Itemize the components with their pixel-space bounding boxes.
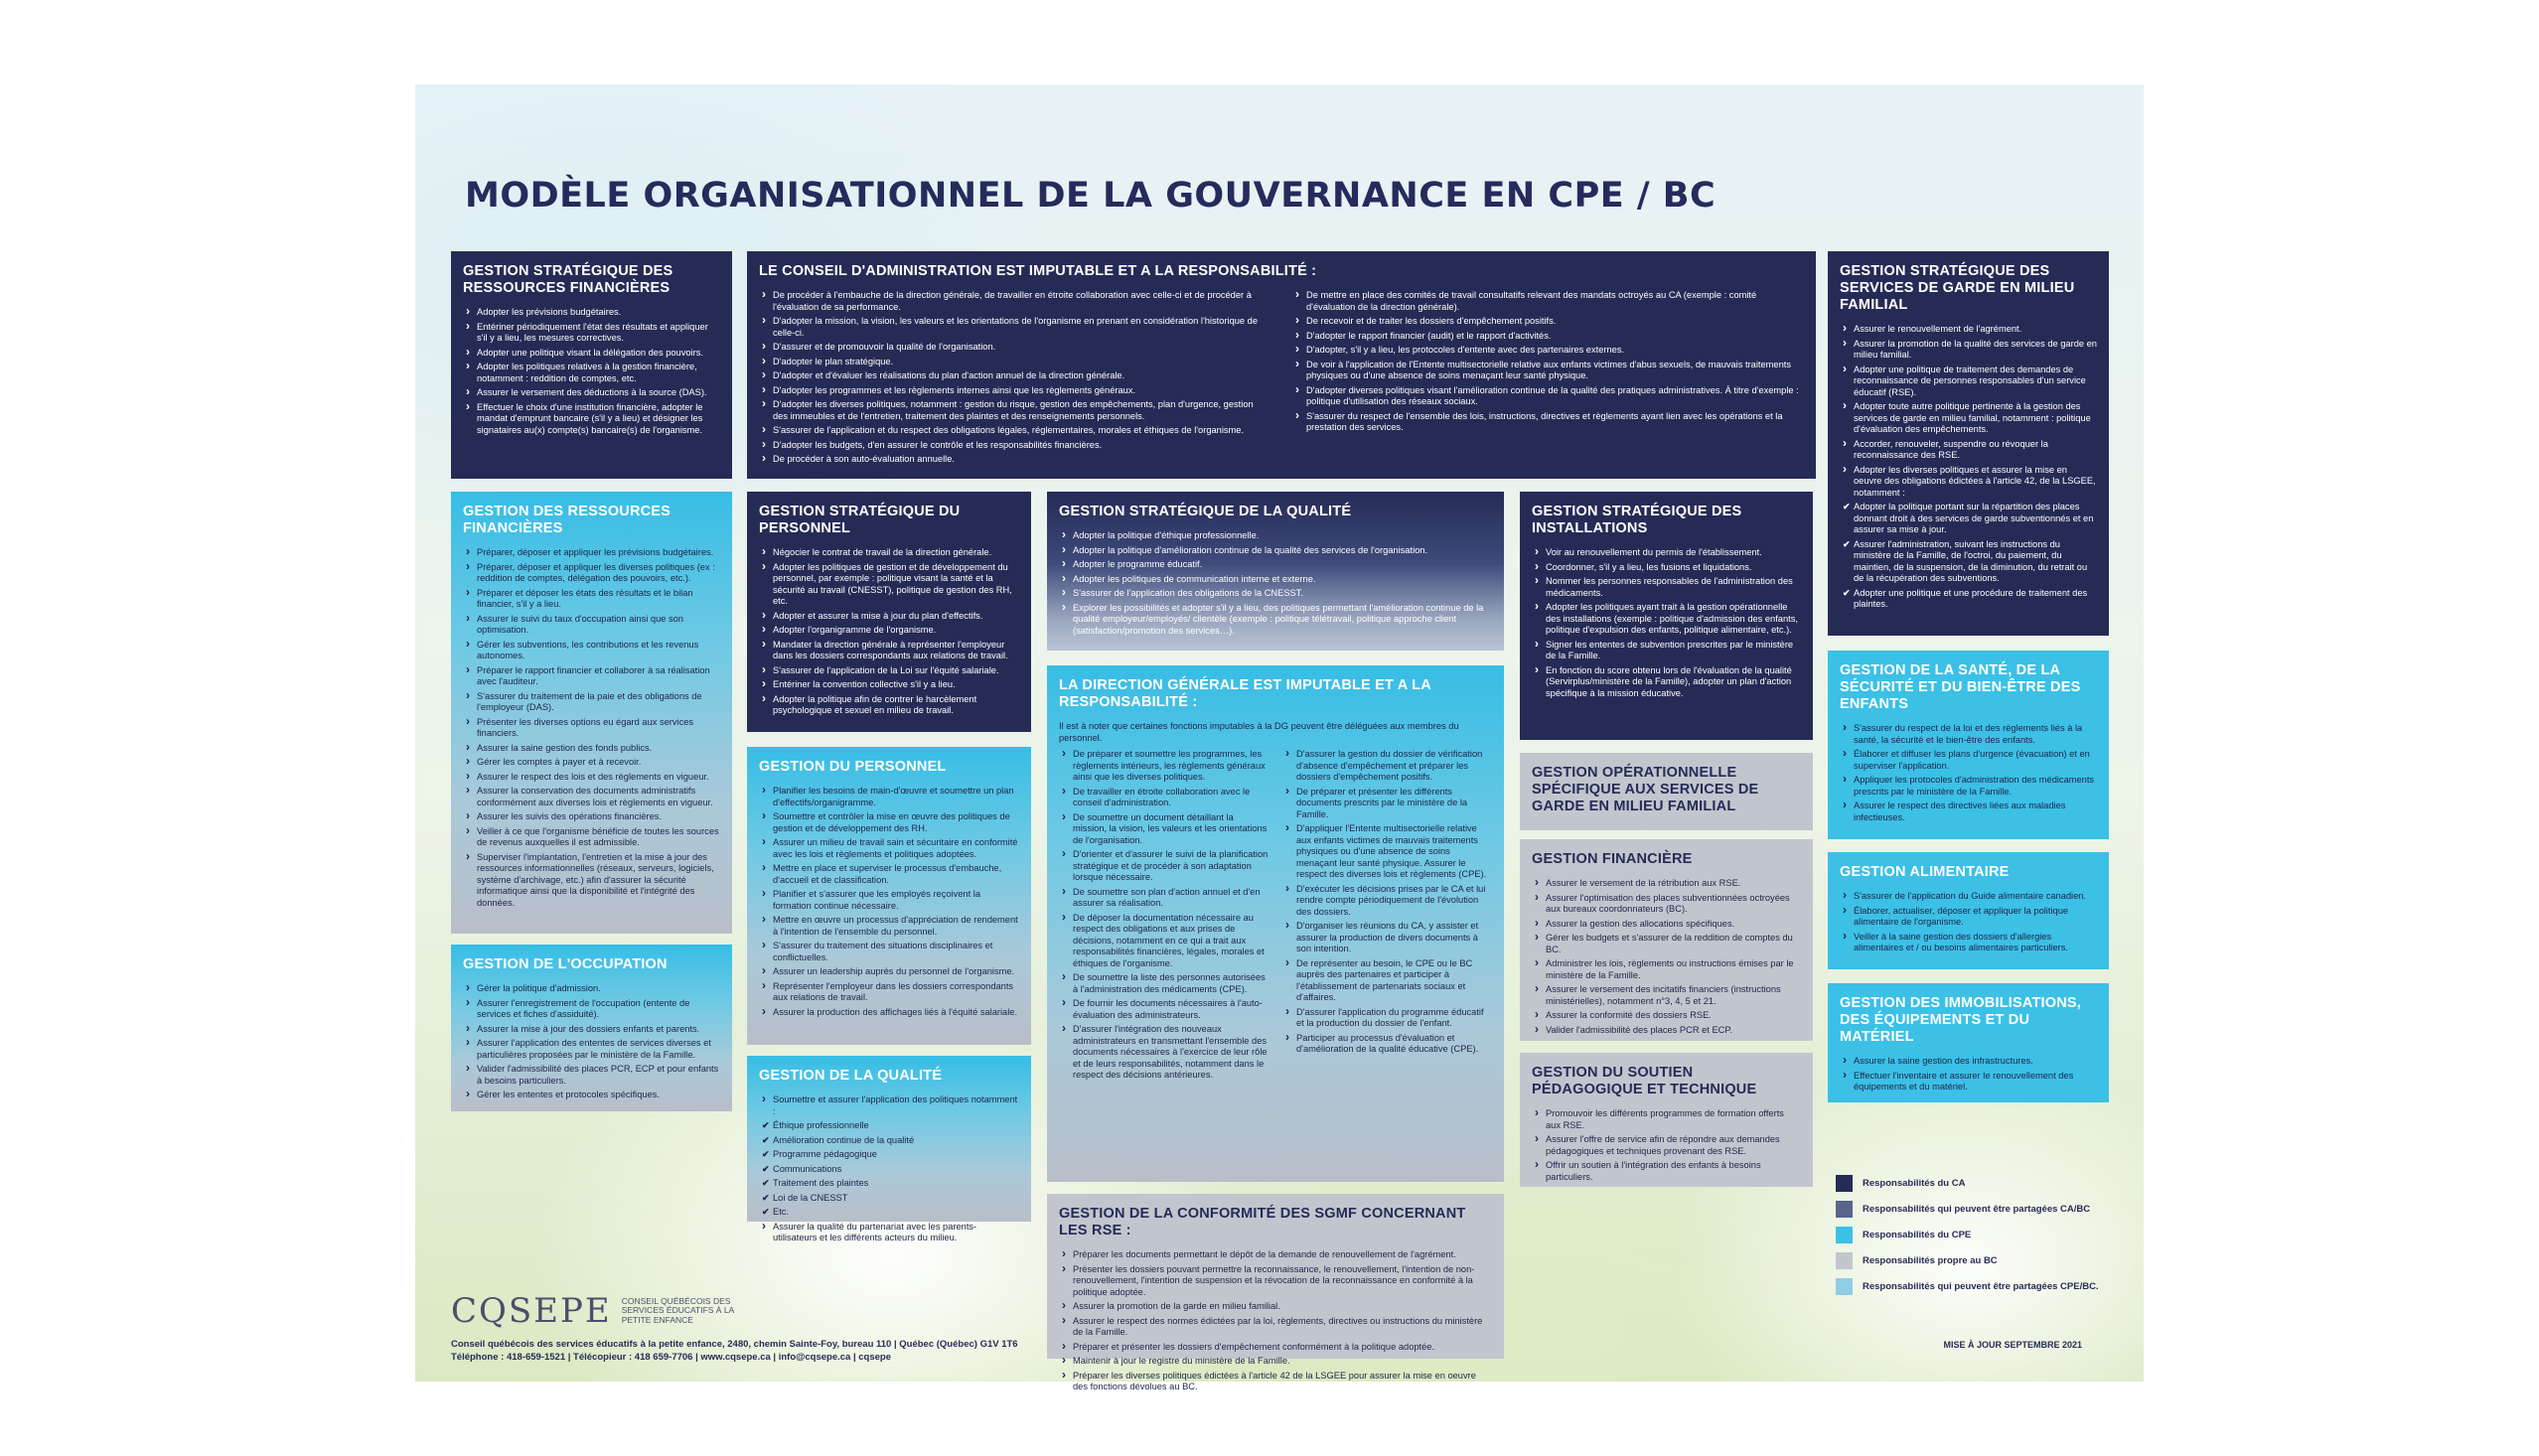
list-item: › Superviser l'implantation, l'entretien et la mise à jour des ressources informationnelles (réseaux, serveurs, logiciels, système d'archivage, etc.) afin d'assurer la sécurité informatique ainsi que la disponibilité et l'intégrité des données. bbox=[463, 852, 720, 910]
list-item: › D'adopter, s'il y a lieu, les protocoles d'entente avec des partenaires externes. bbox=[1292, 345, 1804, 357]
item-list bbox=[463, 307, 720, 436]
item-list bbox=[1532, 878, 1801, 1036]
list-item: › De voir à l'application de l'Entente multisectorielle relative aux enfants victimes d'abus sexuels, de mauvais traitements physiques ou d'une absence de soins menaçant leur santé physique. bbox=[1292, 360, 1804, 382]
list-item: › Adopter l'organigramme de l'organisme. bbox=[759, 625, 1019, 637]
box-title: GESTION DE LA SANTÉ, DE LA SÉCURITÉ ET DU BIEN-ÊTRE DES ENFANTS bbox=[1840, 662, 2081, 712]
list-item: › Valider l'admissibilité des places PCR, ECP et pour enfants à besoins particuliers. bbox=[463, 1064, 720, 1087]
list-item: › Assurer le renouvellement de l'agrément. bbox=[1840, 324, 2097, 336]
list-item: › D'adopter et d'évaluer les réalisations du plan d'action annuel de la direction générale. bbox=[759, 370, 1270, 382]
list-item: › D'adopter les diverses politiques, notamment : gestion du risque, gestion des empêchements, plan d'urgence, gestion des immeubles et de l'entretien, traitement des plaintes et des renseignements personnels. bbox=[759, 399, 1270, 422]
list-item: › De fournir les documents nécessaires à l'auto-évaluation des administrateurs. bbox=[1059, 998, 1269, 1021]
list-item: › De recevoir et de traiter les dossiers d'empêchement positifs. bbox=[1292, 316, 1804, 328]
list-item: › Assurer le versement des incitatifs financiers (instructions ministérielles), notamment n°3, 4, 5 et 21. bbox=[1532, 984, 1801, 1007]
box-conseil-administration bbox=[747, 251, 1816, 479]
list-item: › Assurer les suivis des opérations financières. bbox=[463, 811, 720, 823]
list-item: › S'assurer du traitement de la paie et des obligations de l'employeur (DAS). bbox=[463, 691, 720, 714]
item-list bbox=[759, 786, 1019, 1018]
list-item: › Assurer un leadership auprès du personnel de l'organisme. bbox=[759, 966, 1019, 978]
box-gestion-soutien-pedagogique bbox=[1520, 1053, 1813, 1187]
list-item: ✔ Adopter la politique portant sur la répartition des places donnant droit à des services de garde subventionnés et en assurer sa mise à jour. bbox=[1840, 502, 2097, 536]
list-item: › Gérer les budgets et s'assurer de la reddition de comptes du BC. bbox=[1532, 933, 1801, 955]
list-item: › Adopter les prévisions budgétaires. bbox=[463, 307, 720, 319]
box-gestion-immobilisations bbox=[1828, 983, 2109, 1102]
list-item: ✔ Assurer l'administration, suivant les instructions du ministère de la Famille, de l'octroi, du paiement, du maintien, de la suspension, de la diminution, du retrait ou de la récupération des subventions. bbox=[1840, 539, 2097, 585]
box-title: GESTION STRATÉGIQUE DU PERSONNEL bbox=[759, 504, 961, 536]
item-list bbox=[1840, 1056, 2097, 1093]
list-item: › Assurer la saine gestion des infrastructures. bbox=[1840, 1056, 2097, 1068]
list-item: › De soumettre son plan d'action annuel et d'en assurer sa réalisation. bbox=[1059, 887, 1269, 910]
list-item: › Voir au renouvellement du permis de l'établissement. bbox=[1532, 547, 1801, 559]
list-item: › Soumettre et assurer l'application des politiques notamment : bbox=[759, 1094, 1019, 1117]
box-title: GESTION STRATÉGIQUE DE LA QUALITÉ bbox=[1059, 504, 1352, 519]
list-item: › S'assurer de l'application du Guide alimentaire canadien. bbox=[1840, 891, 2097, 903]
list-item: › Assurer la mise à jour des dossiers enfants et parents. bbox=[463, 1024, 720, 1036]
list-item: › Préparer les diverses politiques édictées à l'article 42 de la LSGEE pour assurer la mise en oeuvre des fonctions dévolues au BC. bbox=[1059, 1371, 1492, 1393]
poster bbox=[415, 84, 2144, 1391]
list-item: › Adopter une politique visant la délégation des pouvoirs. bbox=[463, 348, 720, 360]
box-gestion-qualite bbox=[747, 1056, 1031, 1242]
list-item: › Mettre en place et superviser le processus d'embauche, d'accueil et de classification. bbox=[759, 863, 1019, 886]
list-item: › Adopter les politiques ayant trait à la gestion opérationnelle des installations (exemple : politique d'admission des enfants, politique d'expulsion des enfants, politique alimentaire, etc.). bbox=[1532, 602, 1801, 637]
list-item: ✔ Adopter une politique et une procédure de traitement des plaintes. bbox=[1840, 588, 2097, 611]
list-item: › Assurer le suivi du taux d'occupation ainsi que son optimisation. bbox=[463, 614, 720, 637]
list-item: ✔ Traitement des plaintes bbox=[759, 1178, 1019, 1190]
item-list-left bbox=[1059, 749, 1269, 1085]
box-gestion-strategique-installations bbox=[1520, 492, 1813, 740]
legend-item bbox=[1836, 1252, 2099, 1269]
list-item: › Coordonner, s'il y a lieu, les fusions et liquidations. bbox=[1532, 562, 1801, 574]
box-title: GESTION DE L'OCCUPATION bbox=[463, 956, 668, 972]
box-gestion-operationnelle-milieu-familial bbox=[1520, 753, 1813, 830]
legend-item bbox=[1836, 1227, 2099, 1243]
list-item: › D'adopter diverses politiques visant l'amélioration continue de la qualité des pratiques administratives. À titre d'exemple : politique d'utilisation des réseaux sociaux. bbox=[1292, 385, 1804, 408]
list-item: › Adopter les politiques de communication interne et externe. bbox=[1059, 574, 1492, 586]
legend-swatch bbox=[1836, 1227, 1853, 1243]
list-item: › D'exécuter les décisions prises par le CA et lui rendre compte périodiquement de l'évolution des dossiers. bbox=[1282, 884, 1492, 919]
list-item: › De travailler en étroite collaboration avec le conseil d'administration. bbox=[1059, 787, 1269, 809]
legend-swatch bbox=[1836, 1252, 1853, 1269]
box-gestion-strategique-personnel bbox=[747, 492, 1031, 732]
list-item: › Élaborer, actualiser, déposer et appliquer la politique alimentaire de l'organisme. bbox=[1840, 906, 2097, 929]
list-item: › S'assurer de l'application de la Loi sur l'équité salariale. bbox=[759, 665, 1019, 677]
footer-address: Conseil québécois des services éducatifs à la petite enfance, 2480, chemin Sainte-Foy, bureau 110 | Québec (Québec) G1V 1T6 bbox=[451, 1339, 1018, 1350]
list-item: › Présenter les diverses options eu égard aux services financiers. bbox=[463, 717, 720, 740]
list-item: ✔ Etc. bbox=[759, 1207, 1019, 1219]
list-item: › De préparer et soumettre les programmes, les règlements intérieurs, les règlements généraux ainsi que les diverses politiques. bbox=[1059, 749, 1269, 784]
box-title: GESTION OPÉRATIONNELLE SPÉCIFIQUE AUX SERVICES DE GARDE EN MILIEU FAMILIAL bbox=[1532, 765, 1759, 814]
footer-phone: Téléphone : 418-659-1521 | Télécopieur : 418 659-7706 | www.cqsepe.ca | info@cqsepe.ca | cqsepe bbox=[451, 1352, 892, 1363]
item-list bbox=[759, 1094, 1019, 1244]
list-item: › Représenter l'employeur dans les dossiers correspondants aux relations de travail. bbox=[759, 981, 1019, 1004]
list-item: › Planifier les besoins de main-d'œuvre et soumettre un plan d'effectifs/organigramme. bbox=[759, 786, 1019, 808]
list-item: › Assurer le versement des déductions à la source (DAS). bbox=[463, 387, 720, 399]
list-item: › De représenter au besoin, le CPE ou le BC auprès des partenaires et participer à l'établissement de partenariats sociaux et d'affaires. bbox=[1282, 958, 1492, 1004]
list-item: › D'appliquer l'Entente multisectorielle relative aux enfants victimes de mauvais traitements physiques ou d'une absence de soins menaçant leur santé physique. Assurer le respect des diverses lois et règlements (CPE). bbox=[1282, 823, 1492, 881]
list-item: › Assurer le respect des normes édictées par la loi, règlements, directives ou instructions du ministère de la Famille. bbox=[1059, 1316, 1492, 1339]
list-item: ✔ Éthique professionnelle bbox=[759, 1120, 1019, 1132]
list-item: › De déposer la documentation nécessaire au respect des obligations et aux prises de décisions, notamment en ce qui a trait aux responsabilités financières, légales, morales et éthiques de l'organisme. bbox=[1059, 913, 1269, 970]
list-item: › Valider l'admissibilité des places PCR et ECP. bbox=[1532, 1025, 1801, 1037]
list-item: › S'assurer de l'application et du respect des obligations légales, réglementaires, morales et éthiques de l'organisme. bbox=[759, 425, 1270, 437]
box-gestion-personnel bbox=[747, 747, 1031, 1045]
list-item: › D'assurer l'intégration des nouveaux administrateurs en transmettant l'ensemble des documents nécessaires à l'exercice de leur rôle et de leurs responsabilités, notamment dans le respect des décisions antérieures. bbox=[1059, 1024, 1269, 1082]
box-gestion-alimentaire bbox=[1828, 852, 2109, 969]
list-item: › Nommer les personnes responsables de l'administration des médicaments. bbox=[1532, 576, 1801, 599]
list-item: › Accorder, renouveler, suspendre ou révoquer la reconnaissance des RSE. bbox=[1840, 439, 2097, 462]
box-title: GESTION DES RESSOURCES FINANCIÈRES bbox=[463, 504, 672, 536]
box-gestion-occupation bbox=[451, 945, 732, 1111]
list-item: › S'assurer de l'application des obligations de la CNESST. bbox=[1059, 588, 1492, 600]
list-item: › S'assurer du traitement des situations disciplinaires et conflictuelles. bbox=[759, 941, 1019, 963]
item-list bbox=[1059, 530, 1492, 637]
list-item: › Administrer les lois, règlements ou instructions émises par le ministère de la Famille. bbox=[1532, 958, 1801, 981]
box-title: GESTION ALIMENTAIRE bbox=[1840, 864, 2010, 880]
box-gestion-financiere bbox=[1520, 839, 1813, 1041]
list-item: › Assurer le respect des directives liées aux maladies infectieuses. bbox=[1840, 801, 2097, 823]
list-item: › De préparer et présenter les différents documents prescrits par le ministère de la Famille. bbox=[1282, 787, 1492, 821]
list-item: › Assurer la conservation des documents administratifs conformément aux diverses lois et règlements en vigueur. bbox=[463, 786, 720, 808]
item-list bbox=[1840, 324, 2097, 611]
item-list bbox=[1840, 891, 2097, 954]
box-title: GESTION DU SOUTIEN PÉDAGOGIQUE ET TECHNIQUE bbox=[1532, 1065, 1757, 1097]
list-item: › De soumettre un document détaillant la mission, la vision, les valeurs et les orientations de l'organisation. bbox=[1059, 812, 1269, 847]
list-item: › Assurer l'enregistrement de l'occupation (entente de services et fiches d'assiduité). bbox=[463, 998, 720, 1021]
list-item: › Préparer le rapport financier et collaborer à sa réalisation avec l'auditeur. bbox=[463, 665, 720, 688]
list-item: ✔ Loi de la CNESST bbox=[759, 1193, 1019, 1205]
list-item: › D'orienter et d'assurer le suivi de la planification stratégique et de procéder à son adaptation lorsque nécessaire. bbox=[1059, 849, 1269, 884]
box-title: LA DIRECTION GÉNÉRALE EST IMPUTABLE ET A LA RESPONSABILITÉ : bbox=[1059, 677, 1431, 710]
update-date: MISE À JOUR SEPTEMBRE 2021 bbox=[1943, 1340, 2082, 1350]
list-item: › De soumettre la liste des personnes autorisées à l'administration des médicaments (CPE). bbox=[1059, 972, 1269, 995]
list-item: › Gérer les subventions, les contributions et les revenus autonomes. bbox=[463, 640, 720, 662]
list-item: › Assurer l'optimisation des places subventionnées octroyées aux bureaux coordonnateurs (BC). bbox=[1532, 893, 1801, 916]
item-list bbox=[463, 983, 720, 1101]
list-item: › Élaborer et diffuser les plans d'urgence (évacuation) et en superviser l'application. bbox=[1840, 749, 2097, 772]
logo-tagline: CONSEIL QUÉBÉCOIS DES SERVICES ÉDUCATIFS À LA PETITE ENFANCE bbox=[621, 1295, 734, 1325]
legend-label: Responsabilités du CA bbox=[1863, 1178, 1966, 1189]
footer-contact bbox=[451, 1338, 1018, 1364]
list-item: ✔ Programme pédagogique bbox=[759, 1149, 1019, 1161]
item-list-right bbox=[1282, 749, 1492, 1085]
list-item: › Assurer le respect des lois et des règlements en vigueur. bbox=[463, 772, 720, 784]
legend-label: Responsabilités propre au BC bbox=[1863, 1255, 1998, 1266]
list-item: › D'adopter le plan stratégique. bbox=[759, 357, 1270, 368]
box-direction-generale bbox=[1047, 665, 1504, 1182]
list-item: › Assurer l'offre de service afin de répondre aux demandes pédagogiques et techniques provenant des RSE. bbox=[1532, 1134, 1801, 1157]
list-item: › Assurer la gestion des allocations spécifiques. bbox=[1532, 919, 1801, 931]
list-item: › Adopter le programme éducatif. bbox=[1059, 559, 1492, 571]
page-title: MODÈLE ORGANISATIONNEL DE LA GOUVERNANCE EN CPE / BC bbox=[465, 176, 1717, 216]
cqsepe-logo bbox=[451, 1291, 741, 1331]
list-item: › D'organiser les réunions du CA, y assister et assurer la production de divers documents à son intention. bbox=[1282, 921, 1492, 955]
logo-wordmark: CQSEPE bbox=[451, 1291, 612, 1331]
box-gestion-strategique-ressources-financieres bbox=[451, 251, 732, 479]
box-gestion-ressources-financieres bbox=[451, 492, 732, 934]
legend-item bbox=[1836, 1201, 2099, 1218]
item-list bbox=[463, 547, 720, 909]
list-item: › Effectuer l'inventaire et assurer le renouvellement des équipements et du matériel. bbox=[1840, 1071, 2097, 1093]
list-item: › S'assurer du respect de la loi et des règlements liés à la santé, la sécurité et le bien-être des enfants. bbox=[1840, 723, 2097, 746]
list-item: › Maintenir à jour le registre du ministère de la Famille. bbox=[1059, 1356, 1492, 1368]
list-item: › Assurer un milieu de travail sain et sécuritaire en conformité avec les lois et règlements et politiques adoptées. bbox=[759, 837, 1019, 860]
box-gestion-strategique-services-garde-milieu-familial bbox=[1828, 251, 2109, 636]
list-item: › Offrir un soutien à l'intégration des enfants à besoins particuliers. bbox=[1532, 1160, 1801, 1183]
list-item: › De procéder à l'embauche de la direction générale, de travailler en étroite collaboration avec celle-ci et de procéder à l'évaluation de sa performance. bbox=[759, 290, 1270, 313]
list-item: › Assurer la conformité des dossiers RSE. bbox=[1532, 1010, 1801, 1022]
box-intro: Il est à noter que certaines fonctions imputables à la DG peuvent être déléguées aux membres du personnel. bbox=[1059, 721, 1459, 743]
legend-swatch bbox=[1836, 1175, 1853, 1192]
box-gestion-conformite-sgmf bbox=[1047, 1194, 1504, 1391]
list-item: ✔ Amélioration continue de la qualité bbox=[759, 1135, 1019, 1147]
legend bbox=[1836, 1175, 2099, 1304]
box-title: GESTION STRATÉGIQUE DES SERVICES DE GARDE EN MILIEU FAMILIAL bbox=[1840, 263, 2075, 313]
list-item: › De procéder à son auto-évaluation annuelle. bbox=[759, 454, 1270, 466]
box-gestion-strategique-qualite bbox=[1047, 492, 1504, 651]
list-item: › Assurer la qualité du partenariat avec les parents-utilisateurs et les différents acteurs du milieu. bbox=[759, 1222, 1019, 1244]
list-item: › De mettre en place des comités de travail consultatifs relevant des mandats octroyés au CA (exemple : comité d'évaluation de la direction générale). bbox=[1292, 290, 1804, 313]
legend-label: Responsabilités qui peuvent être partagées CPE/BC. bbox=[1863, 1281, 2099, 1292]
list-item: › Assurer la promotion de la garde en milieu familial. bbox=[1059, 1301, 1492, 1313]
list-item: › Adopter une politique de traitement des demandes de reconnaissance de personnes responsables d'un service éducatif (RSE). bbox=[1840, 364, 2097, 399]
box-title: GESTION DES IMMOBILISATIONS, DES ÉQUIPEMENTS ET DU MATÉRIEL bbox=[1840, 995, 2081, 1045]
list-item: › Participer au processus d'évaluation et d'amélioration de la qualité éducative (CPE). bbox=[1282, 1033, 1492, 1056]
legend-item bbox=[1836, 1278, 2099, 1295]
box-title: GESTION DE LA CONFORMITÉ DES SGMF CONCERNANT LES RSE : bbox=[1059, 1206, 1466, 1238]
list-item: › Préparer les documents permettant le dépôt de la demande de renouvellement de l'agrément. bbox=[1059, 1249, 1492, 1261]
item-list bbox=[1532, 1108, 1801, 1183]
list-item: › Assurer l'application des ententes de services diverses et particulières proposées par le ministère de la Famille. bbox=[463, 1038, 720, 1061]
list-item: › D'assurer la gestion du dossier de vérification d'absence d'empêchement et préparer les dossiers d'empêchement positifs. bbox=[1282, 749, 1492, 784]
box-gestion-sante-securite-bien-etre bbox=[1828, 651, 2109, 839]
list-item: › Gérer la politique d'admission. bbox=[463, 983, 720, 995]
list-item: › Effectuer le choix d'une institution financière, adopter le mandat d'emprunt bancaire (s'il y a lieu) et désigner les signataires au(x) compte(s) bancaire(s) de l'organisme. bbox=[463, 402, 720, 437]
list-item: › Gérer les ententes et protocoles spécifiques. bbox=[463, 1090, 720, 1101]
list-item: › Signer les ententes de subvention prescrites par le ministère de la Famille. bbox=[1532, 640, 1801, 662]
list-item: › D'adopter le rapport financier (audit) et le rapport d'activités. bbox=[1292, 331, 1804, 343]
list-item: › Adopter la politique afin de contrer le harcèlement psychologique et sexuel en milieu de travail. bbox=[759, 694, 1019, 717]
list-item: › D'adopter les budgets, d'en assurer le contrôle et les responsabilités financières. bbox=[759, 440, 1270, 452]
box-title: GESTION DU PERSONNEL bbox=[759, 759, 947, 775]
item-list bbox=[1532, 547, 1801, 699]
list-item: › Assurer la saine gestion des fonds publics. bbox=[463, 743, 720, 755]
list-item: › Adopter les politiques relatives à la gestion financière, notamment : reddition de comptes, etc. bbox=[463, 362, 720, 384]
legend-item bbox=[1836, 1175, 2099, 1192]
box-title: GESTION FINANCIÈRE bbox=[1532, 851, 1693, 867]
box-title: LE CONSEIL D'ADMINISTRATION EST IMPUTABLE ET A LA RESPONSABILITÉ : bbox=[759, 263, 1317, 279]
legend-label: Responsabilités du CPE bbox=[1863, 1230, 1972, 1240]
list-item: › Soumettre et contrôler la mise en œuvre des politiques de gestion et de développement des RH. bbox=[759, 811, 1019, 834]
list-item: › D'adopter la mission, la vision, les valeurs et les orientations de l'organisme en prenant en considération l'historique de celle-ci. bbox=[759, 316, 1270, 339]
list-item: › Adopter toute autre politique pertinente à la gestion des services de garde en milieu familial, notamment : politique d'évaluation des empêchements. bbox=[1840, 401, 2097, 436]
list-item: › D'assurer et de promouvoir la qualité de l'organisation. bbox=[759, 342, 1270, 354]
list-item: › Présenter les dossiers pouvant permettre la reconnaissance, le renouvellement, l'intention de non-renouvellement, l'intention de suspension et la révocation de la reconnaissance en conformité à la politique adoptée. bbox=[1059, 1264, 1492, 1299]
legend-swatch bbox=[1836, 1278, 1853, 1295]
list-item: › En fonction du score obtenu lors de l'évaluation de la qualité (Servirplus/ministère de la Famille), adopter un plan d'action spécifique à la mission éducative. bbox=[1532, 665, 1801, 700]
legend-swatch bbox=[1836, 1201, 1853, 1218]
list-item: › Gérer les comptes à payer et à recevoir. bbox=[463, 757, 720, 769]
list-item: › Promouvoir les différents programmes de formation offerts aux RSE. bbox=[1532, 1108, 1801, 1131]
list-item: › Assurer la production des affichages liés à l'équité salariale. bbox=[759, 1007, 1019, 1019]
list-item: › D'adopter les programmes et les règlements internes ainsi que les règlements généraux. bbox=[759, 385, 1270, 397]
box-title: GESTION STRATÉGIQUE DES INSTALLATIONS bbox=[1532, 504, 1742, 536]
item-list bbox=[759, 547, 1019, 717]
item-list-left bbox=[759, 290, 1270, 469]
list-item: › Adopter et assurer la mise à jour du plan d'effectifs. bbox=[759, 611, 1019, 623]
list-item: › Veiller à ce que l'organisme bénéficie de toutes les sources de revenus auxquelles il est admissible. bbox=[463, 826, 720, 849]
list-item: › Adopter la politique d'éthique professionnelle. bbox=[1059, 530, 1492, 542]
list-item: › Adopter les politiques de gestion et de développement du personnel, par exemple : politique visant la santé et la sécurité au travail (CNESST), politique de gestion des RH, etc. bbox=[759, 562, 1019, 608]
list-item: › Préparer, déposer et appliquer les prévisions budgétaires. bbox=[463, 547, 720, 559]
box-title: GESTION DE LA QUALITÉ bbox=[759, 1068, 943, 1084]
item-list-right bbox=[1292, 290, 1804, 469]
list-item: › Adopter la politique d'amélioration continue de la qualité des services de l'organisation. bbox=[1059, 545, 1492, 557]
item-list bbox=[1059, 1249, 1492, 1393]
item-list bbox=[1840, 723, 2097, 823]
list-item: › Mettre en œuvre un processus d'appréciation de rendement à l'intention de l'ensemble du personnel. bbox=[759, 915, 1019, 938]
list-item: › Entériner périodiquement l'état des résultats et appliquer s'il y a lieu, les mesures correctives. bbox=[463, 322, 720, 345]
list-item: › Négocier le contrat de travail de la direction générale. bbox=[759, 547, 1019, 559]
legend-label: Responsabilités qui peuvent être partagées CA/BC bbox=[1863, 1204, 2091, 1215]
list-item: › Mandater la direction générale à représenter l'employeur dans les dossiers correspondants aux relations de travail. bbox=[759, 640, 1019, 662]
list-item: › Planifier et s'assurer que les employés reçoivent la formation continue nécessaire. bbox=[759, 889, 1019, 912]
list-item: › Explorer les possibilités et adopter s'il y a lieu, des politiques permettant l'amélioration continue de la qualité employeur/employés/ clientèle (exemple : politique télétravail, politique approche client (satisfaction/promotion des services…). bbox=[1059, 603, 1492, 638]
list-item: › Veiller à la saine gestion des dossiers d'allergies alimentaires et / ou besoins alimentaires particuliers. bbox=[1840, 932, 2097, 954]
list-item: › Préparer, déposer et appliquer les diverses politiques (ex : reddition de comptes, délégation des pouvoirs, etc.). bbox=[463, 562, 720, 585]
list-item: › D'assurer l'application du programme éducatif et la production du dossier de l'enfant. bbox=[1282, 1007, 1492, 1030]
list-item: › Assurer le versement de la rétribution aux RSE. bbox=[1532, 878, 1801, 890]
list-item: › Préparer et présenter les dossiers d'empêchement conformément à la politique adoptée. bbox=[1059, 1342, 1492, 1354]
list-item: › Adopter les diverses politiques et assurer la mise en oeuvre des obligations édictées à l'article 42, de la LSGEE, notamment : bbox=[1840, 465, 2097, 500]
list-item: › Assurer la promotion de la qualité des services de garde en milieu familial. bbox=[1840, 339, 2097, 362]
list-item: › Entériner la convention collective s'il y a lieu. bbox=[759, 679, 1019, 691]
list-item: › Appliquer les protocoles d'administration des médicaments prescrits par le ministère de la Famille. bbox=[1840, 775, 2097, 798]
list-item: › Préparer et déposer les états des résultats et le bilan financier, s'il y a lieu. bbox=[463, 588, 720, 611]
list-item: › S'assurer du respect de l'ensemble des lois, instructions, directives et règlements ayant lien avec les opérations et la prestation des services. bbox=[1292, 411, 1804, 434]
box-title: GESTION STRATÉGIQUE DES RESSOURCES FINANCIÈRES bbox=[463, 263, 673, 296]
list-item: ✔ Communications bbox=[759, 1164, 1019, 1176]
